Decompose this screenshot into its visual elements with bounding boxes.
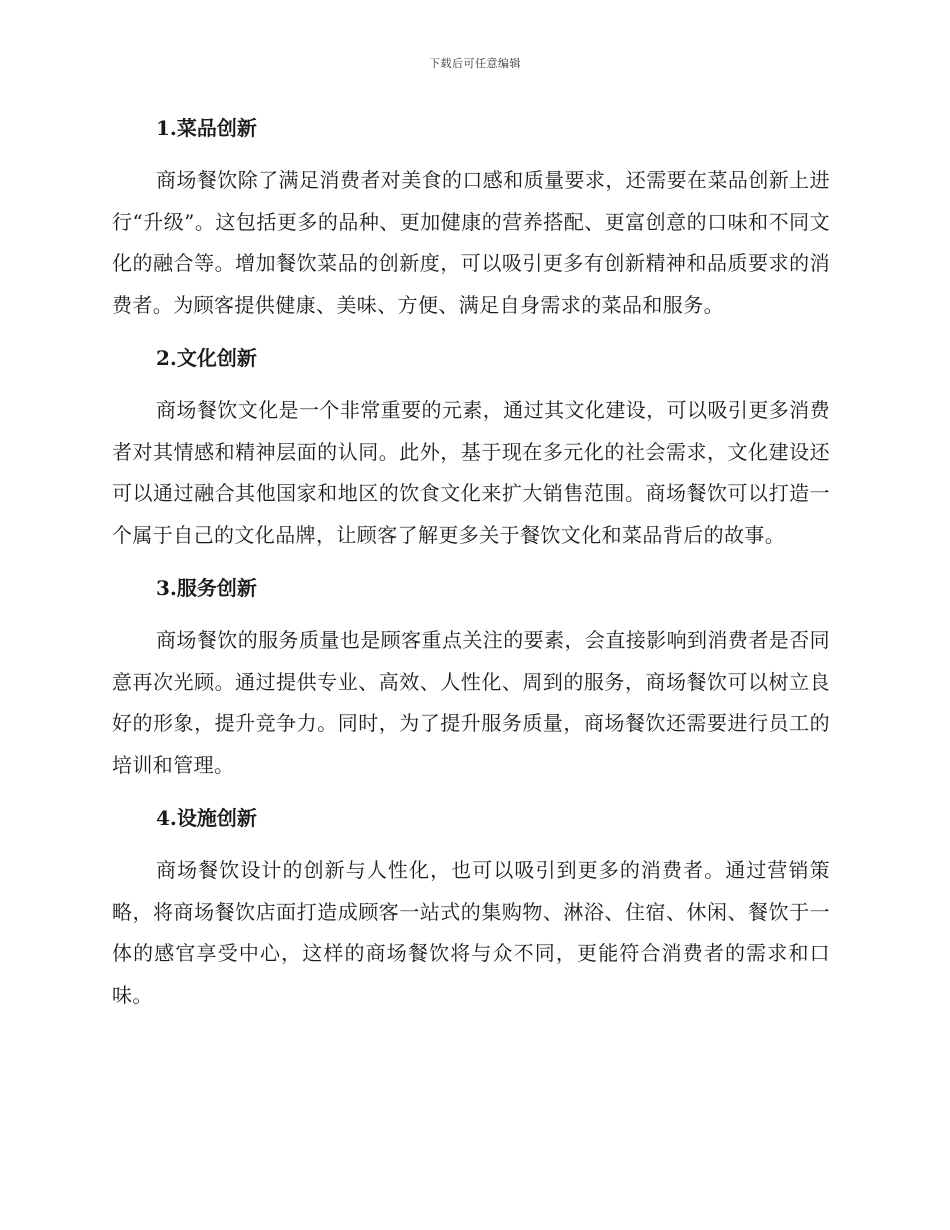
- section-title: 1.菜品创新: [156, 116, 257, 140]
- section-paragraph: 商场餐饮文化是一个非常重要的元素，通过其文化建设，可以吸引更多消费者对其情感和精神层面的认同。此外，基于现在多元化的社会需求，文化建设还可以通过融合其他国家和地区的饮食文化来扩大销售范围。商场餐饮可以打造一个属于自己的文化品牌，让顾客了解更多关于餐饮文化和菜品背后的故事。: [112, 398, 830, 547]
- document-body: [112, 108, 830, 1028]
- section-title: 2.文化创新: [156, 346, 257, 370]
- section-title: 4.设施创新: [156, 806, 257, 830]
- section-service-innovation: [112, 568, 830, 786]
- section-paragraph: 商场餐饮设计的创新与人性化，也可以吸引到更多的消费者。通过营销策略，将商场餐饮店面打造成顾客一站式的集购物、淋浴、住宿、休闲、餐饮于一体的感官享受中心，这样的商场餐饮将与众不同，更能符合消费者的需求和口味。: [112, 858, 830, 1007]
- header-note: 下载后可任意编辑: [429, 57, 521, 70]
- section-paragraph: 商场餐饮的服务质量也是顾客重点关注的要素，会直接影响到消费者是否同意再次光顾。通过提供专业、高效、人性化、周到的服务，商场餐饮可以树立良好的形象，提升竞争力。同时，为了提升服务质量，商场餐饮还需要进行员工的培训和管理。: [112, 628, 830, 777]
- section-facility-innovation: [112, 798, 830, 1016]
- section-dish-innovation: [112, 108, 830, 326]
- section-paragraph: 商场餐饮除了满足消费者对美食的口感和质量要求，还需要在菜品创新上进行“升级”。这包括更多的品种、更加健康的营养搭配、更富创意的口味和不同文化的融合等。增加餐饮菜品的创新度，可以吸引更多有创新精神和品质要求的消费者。为顾客提供健康、美味、方便、满足自身需求的菜品和服务。: [112, 168, 830, 317]
- section-culture-innovation: [112, 338, 830, 556]
- section-title: 3.服务创新: [156, 576, 257, 600]
